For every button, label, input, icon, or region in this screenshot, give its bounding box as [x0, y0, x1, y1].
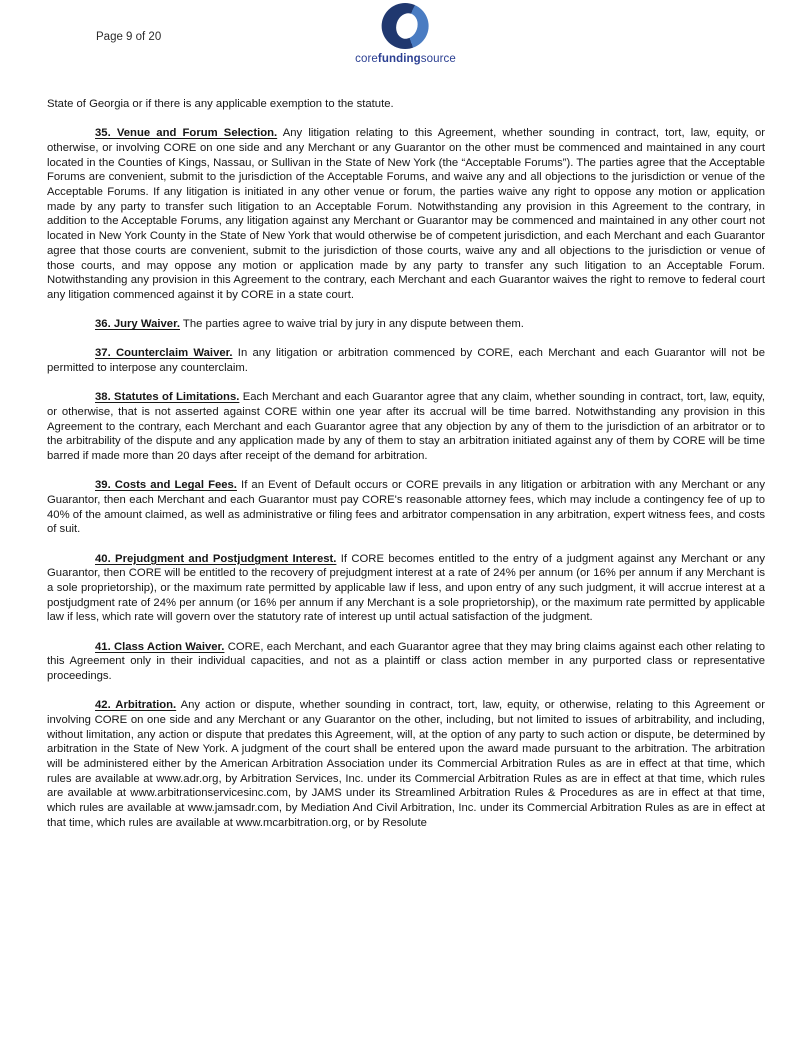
section-body-text: If an Event of Default occurs or CORE prevails in any litigation or arbitration with any Merchant or any Guarantor, then each Merchant and each Guarantor must pay CORE's reasonable attorney fees, which may include a contingency fee of up to 40% of the amount claimed, as well as administrative or filing fees and arbitrator compensation in any arbitration, expert witness fees, and costs of suit. — [47, 479, 765, 536]
section-body-text: Any litigation relating to this Agreement, whether sounding in contract, tort, law, equity, or otherwise, or involving CORE on one side and any Merchant or any Guarantor on the other must be commenced and maintained in any court located in the Counties of Kings, Nassau, or Sullivan in the State of New York (the “Acceptable Forums”). The parties agree that the Acceptable Forums are convenient, submit to the jurisdiction of the Acceptable Forums, and waive any and all objections to the jurisdiction or venue of the Acceptable Forums. If any litigation is initiated in any other venue or forum, the parties waive any right to oppose any motion or application made by any party to transfer such litigation to an Acceptable Forum. Notwithstanding any provision in this Agreement to the contrary, in addition to the Acceptable Forums, any litigation against any Merchant or Guarantor may be commenced and maintained in any other court not located in New York County in the State of New York that would otherwise be of competent jurisdiction, and each Merchant and each Guarantor agree that those courts are convenient, submit to the jurisdiction of those courts, waive any and all objections to the jurisdiction or venue of those courts, and may oppose any motion or application made by any party to transfer any such litigation to an Acceptable Forum. Notwithstanding any provision in this Agreement to the contrary, each Merchant and each Guarantor waives the right to remove to federal court any litigation commenced against it by CORE in a state court. — [47, 127, 765, 301]
logo-word-source: source — [420, 53, 456, 65]
section-heading: 42. Arbitration. — [95, 699, 177, 712]
section-paragraph-40 — [47, 552, 765, 626]
section-paragraph-38 — [47, 390, 765, 464]
section-paragraph-42 — [47, 698, 765, 830]
section-body-text: In any litigation or arbitration commenced by CORE, each Merchant and each Guarantor will not be permitted to interpose any counterclaim. — [47, 347, 765, 375]
logo-wordmark — [355, 53, 456, 65]
section-heading: 38. Statutes of Limitations. — [95, 391, 240, 404]
section-heading: 39. Costs and Legal Fees. — [95, 479, 237, 492]
section-body-text: Any action or dispute, whether sounding in contract, tort, law, equity, or otherwise, relating to this Agreement or involving CORE on one side and any Merchant or any Guarantor on the other, including, but not limited to issues of arbitrability, and including, without limitation, any action or dispute that predates this Agreement, will, at the option of any party to such action or dispute, be determined by arbitration in the State of New York. A judgment of the court shall be entered upon the award made pursuant to the arbitration. The arbitration will be administered either by the American Arbitration Association under its Commercial Arbitration Rules as are in effect at that time, which rules are available at www.adr.org, by Arbitration Services, Inc. under its Commercial Arbitration Rules as are in effect at that time, which rules are available at www.arbitrationservicesinc.com, by JAMS under its Streamlined Arbitration Rules & Procedures as are in effect at that time, which rules are available at www.jamsadr.com, by Mediation And Civil Arbitration, Inc. under its Commercial Arbitration Rules as are in effect at that time, which rules are available at www.mcarbitration.org, or by Resolute — [47, 699, 765, 829]
section-heading: 35. Venue and Forum Selection. — [95, 127, 278, 140]
section-heading: 37. Counterclaim Waiver. — [95, 347, 233, 360]
section-paragraph-39 — [47, 478, 765, 537]
page-header — [0, 0, 811, 66]
section-body-text: If CORE becomes entitled to the entry of a judgment against any Merchant or any Guarantor, then CORE will be entitled to the recovery of prejudgment interest at a rate of 24% per annum (or 16% per annum if any Merchant is a sole proprietorship), or the maximum rate permitted by applicable law if less, and upon entry of any such judgment, it will accrue interest at a postjudgment rate of 24% per annum (or 16% per annum if any Merchant is a sole proprietorship), or the maximum rate permitted by applicable law if less, which rate will govern over the statutory rate of interest up until actual satisfaction of the judgment. — [47, 552, 765, 624]
section-heading: 36. Jury Waiver. — [95, 318, 180, 331]
section-paragraph-36 — [47, 317, 765, 332]
corefundingsource-logo — [355, 3, 456, 65]
section-heading: 41. Class Action Waiver. — [95, 640, 225, 653]
intro-continuation-line: State of Georgia or if there is any applicable exemption to the statute. — [47, 98, 394, 110]
section-body-text: CORE, each Merchant, and each Guarantor agree that they may bring claims against each other relating to this Agreement only in their individual capacities, and not as a plaintiff or class action member in any purported class or representative proceedings. — [47, 640, 765, 682]
section-heading: 40. Prejudgment and Postjudgment Interest. — [95, 552, 337, 565]
section-paragraph-35 — [47, 126, 765, 302]
section-body-text: The parties agree to waive trial by jury in any dispute between them. — [180, 318, 524, 331]
section-paragraph-41 — [47, 640, 765, 684]
document-body — [0, 66, 811, 831]
logo-word-funding: funding — [377, 53, 421, 65]
ring-swirl-icon — [382, 3, 429, 49]
page-number: Page 9 of 20 — [96, 31, 162, 43]
logo-word-core: core — [355, 53, 378, 65]
section-body-text: Each Merchant and each Guarantor agree that any claim, whether sounding in contract, tort, law, equity, or otherwise, that is not asserted against CORE within one year after its accrual will be time barred. Notwithstanding any provision in this Agreement to the contrary, each Merchant and each Guarantor agree that any objection by any of them to the jurisdiction of an arbitrator or to the arbitrability of the dispute and any application made by any of them to stay an arbitration initiated against any of them by CORE will be time barred if made more than 20 days after receipt of the demand for arbitration. — [47, 391, 765, 463]
section-paragraph-37 — [47, 346, 765, 375]
